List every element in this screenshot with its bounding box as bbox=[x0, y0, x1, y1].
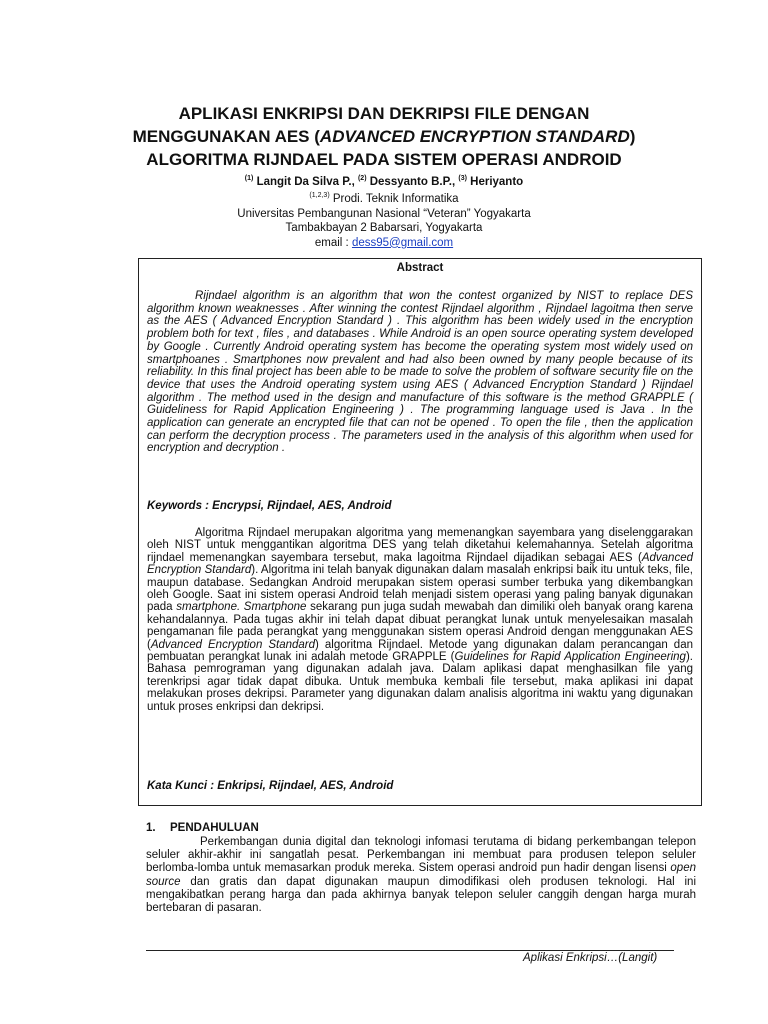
author-2-sup: (2) bbox=[357, 175, 367, 182]
abstract-box bbox=[138, 258, 702, 806]
kata-kunci-line: Kata Kunci : Enkripsi, Rijndael, AES, Android bbox=[147, 780, 394, 792]
intro-italic-1: open source bbox=[146, 862, 696, 888]
section-1-title: PENDAHULUAN bbox=[170, 822, 259, 834]
abstract-heading: Abstract bbox=[396, 262, 444, 274]
title-line-3: ALGORITMA RIJNDAEL PADA SISTEM OPERASI ANDROID bbox=[146, 150, 622, 169]
footer-divider bbox=[146, 950, 674, 951]
author-names bbox=[100, 172, 668, 189]
author-block bbox=[100, 172, 668, 250]
author-3-name: Heriyanto bbox=[470, 175, 524, 188]
intro-part-1: Perkembangan dunia digital dan teknologi infomasi terutama di bidang perkembangan telepon seluler akhir-akhir ini sangatlah pesat. Perkembangan ini membuat para produsen telepon seluler berlomba-lomba untuk memasarkan produk mereka. Sistem operasi android pun hadir dengan lisensi bbox=[146, 836, 696, 875]
author-1-name: Langit Da Silva P., bbox=[256, 175, 358, 188]
intro-part-2: dan gratis dan dapat digunakan maupun dimodifikasi oleh produsen teknologi. Hal ini mengakibatkan perang harga dan pada akhirnya banyak telepon seluler canggih dengan harga murah bertebaran di pasaran. bbox=[146, 875, 696, 915]
section-1-heading bbox=[146, 822, 259, 834]
prodi-sup: (1,2,3) bbox=[309, 192, 330, 200]
abstrak-part-5: ). Bahasa pemrograman yang digunakan adalah java. Dalam aplikasi dapat menghasilkan file yang terenkripsi agar tidak dapat dibuka. Untuk membuka kembali file tersebut, maka aplikasi ini dapat melakukan proses dekripsi. Parameter yang digunakan dalam analisis algoritma ini waktu yang digunakan untuk proses enkripsi dan dekripsi. bbox=[147, 651, 693, 713]
abstrak-part-2: ). Algoritma ini telah banyak digunakan dalam masalah enkripsi baik itu untuk teks, file, maupun database. Sedangkan Android merupakan sistem operasi sumber terbuka yang dikembangkan oleh Google. Saat ini sistem operasi Android telah menjadi sistem operasi yang paling banyak digunakan pada bbox=[147, 564, 694, 614]
title-line-1: APLIKASI ENKRIPSI DAN DEKRIPSI FILE DENGAN bbox=[178, 104, 590, 123]
author-3-sup: (3) bbox=[458, 175, 467, 182]
affiliation-university: Universitas Pembangunan Nasional “Veteran” Yogyakarta bbox=[237, 207, 531, 220]
keywords-line: Keywords : Encrypsi, Rijndael, AES, Android bbox=[147, 500, 392, 512]
title-line-2-italic: ADVANCED ENCRYPTION STANDARD bbox=[319, 127, 630, 146]
title-line-2-pre: MENGGUNAKAN AES ( bbox=[132, 127, 320, 146]
author-1-sup: (1) bbox=[244, 175, 254, 182]
affiliation-address: Tambakbayan 2 Babarsari, Yogyakarta bbox=[285, 222, 483, 235]
title-line-2 bbox=[100, 125, 668, 148]
author-email bbox=[100, 236, 668, 251]
section-1-paragraph bbox=[146, 836, 696, 915]
email-link[interactable]: dess95@gmail.com bbox=[351, 236, 454, 249]
prodi-text: Prodi. Teknik Informatika bbox=[332, 193, 459, 206]
paper-title bbox=[100, 102, 668, 171]
abstract-english-text: Rijndael algorithm is an algorithm that won the contest organized by NIST to replace DES algorithm known weaknesses . After winning the contest Rijndael algorithm , Rijndael lagoitma then serve as the AES ( Advanced Encryption Standard ) . This algorithm has been widely used in the encryption problem both for text , files , and databases . While Android is an open source operating system developed by Google . Currently Android operating system has become the operating system most widely used on smartphoanes . Smartphones now prevalent and had also been owned by many people because of its reliability. In this final project has been able to be made to solve the problem of software security file on the device that uses the Android operating system using AES ( Advanced Encryption Standard ) Rijndael algorithm . The method used in the design and manufacture of this software is the method GRAPPLE ( Guideliness for Rapid Application Engineering ) . The programming language used is Java . In the application can generate an encrypted file that can not be opened . To open the file , then the application can perform the decryption process . The parameters used in the analysis of this algorithm when used for encryption and decryption . bbox=[147, 290, 693, 455]
abstrak-part-4: ) algoritma Rijndael. Metode yang digunakan dalam perancangan dan pembuatan perangkat lunak ini adalah metode GRAPPLE ( bbox=[147, 638, 693, 664]
section-1-number: 1. bbox=[146, 822, 156, 834]
abstrak-italic-3: Advanced Encryption Standard bbox=[150, 638, 316, 651]
affiliation-prodi bbox=[100, 189, 668, 206]
abstrak-part-1: Algoritma Rijndael merupakan algoritma yang memenangkan sayembara yang diselenggarakan oleh NIST untuk menggantikan algoritma DES yang telah diketahui kelemahannya. Setelah algoritma rijndael memenangkan sayembara tersebut, maka lagoitma Rijndael dijadikan sebagai AES ( bbox=[147, 527, 693, 564]
author-2-name: Dessyanto B.P., bbox=[369, 175, 459, 188]
running-footer: Aplikasi Enkripsi…(Langit) bbox=[523, 952, 658, 964]
abstrak-italic-2: smartphone. Smartphone bbox=[176, 601, 307, 614]
abstrak-italic-4: Guidelines for Rapid Application Engineering bbox=[454, 651, 686, 664]
email-label: email : bbox=[314, 236, 352, 249]
abstrak-part-3: sekarang pun juga sudah mewabah dan dimiliki oleh banyak orang karena kehandalannya. Pada tugas akhir ini telah dapat dibuat perangkat lunak untuk menyelesaikan masalah pengamanan file pada perangkat yang menggunakan sistem operasi Android dengan menggunakan AES ( bbox=[147, 601, 693, 651]
abstrak-italic-1: Advanced Encryption Standard bbox=[147, 551, 693, 577]
abstract-indonesian-text bbox=[147, 527, 693, 713]
title-line-2-post: ) bbox=[629, 127, 636, 146]
